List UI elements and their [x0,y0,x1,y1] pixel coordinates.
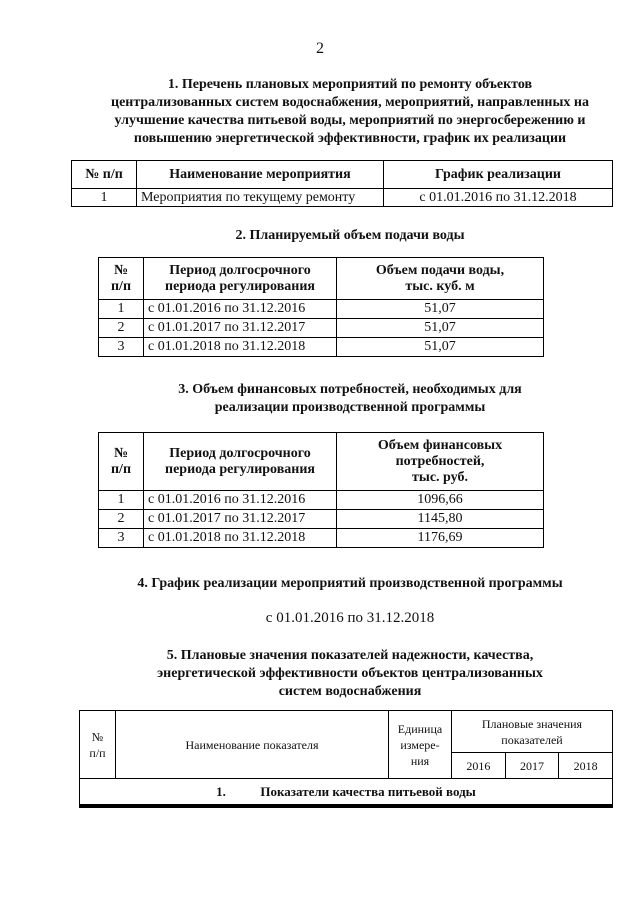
cell-period: с 01.01.2016 по 31.12.2016 [144,300,337,319]
header-num [99,258,144,300]
cell-period: с 01.01.2017 по 31.12.2017 [144,510,337,529]
cell-volume: 51,07 [337,338,544,357]
header-period [144,258,337,300]
header-financial-line: потребностей, [395,453,485,469]
section3-title-line: реализации производственной программы [214,400,486,415]
section3-title-line: 3. Объем финансовых потребностей, необходимых для [178,382,522,397]
table-row [99,510,544,529]
cell-num: 2 [99,510,144,529]
cell-period: с 01.01.2018 по 31.12.2018 [144,338,337,357]
cell-volume: 51,07 [337,319,544,338]
section5-table [79,710,613,805]
cell-period: с 01.01.2017 по 31.12.2017 [144,319,337,338]
header-num: № п/п [72,161,137,189]
header-planned-values [452,711,613,753]
cell-period: с 01.01.2018 по 31.12.2018 [144,529,337,548]
cell-num: 1 [72,189,137,207]
cell-num: 3 [99,338,144,357]
section4-title: 4. График реализации мероприятий производственной программы [137,576,563,591]
header-financial-needs [337,433,544,491]
group-title: Показатели качества питьевой воды [260,783,476,799]
header-period [144,433,337,491]
header-num-line: № [113,262,129,278]
section5-title [60,647,640,701]
cell-num: 2 [99,319,144,338]
header-planned-line: показателей [501,732,563,747]
section3-title [60,381,640,417]
section1-title-line: централизованных систем водоснабжения, мероприятий, направленных на [111,95,589,110]
table-row [99,529,544,548]
header-unit-line: измере- [400,737,440,752]
header-financial-line: тыс. руб. [412,469,468,485]
header-planned-line: Плановые значения [481,716,583,731]
header-period-line: Период долгосрочного [169,262,311,278]
header-unit-line: Единица [397,721,443,736]
header-event-name: Наименование мероприятия [137,161,384,189]
header-schedule: График реализации [384,161,613,189]
header-num-line: № [113,445,129,461]
header-year-2016: 2016 [452,753,506,779]
table-row [99,300,544,319]
section1-title-line: улучшение качества питьевой воды, мероприятий по энергосбережению и [114,113,586,128]
cell-schedule: с 01.01.2016 по 31.12.2018 [384,189,613,207]
cell-amount: 1176,69 [337,529,544,548]
header-num-line: № [91,729,104,744]
header-volume-line: тыс. куб. м [405,278,475,294]
header-num-line: п/п [110,461,132,477]
cell-num: 3 [99,529,144,548]
section2-title: 2. Планируемый объем подачи воды [235,228,465,243]
cell-num: 1 [99,491,144,510]
cell-amount: 1145,80 [337,510,544,529]
header-supply-volume [337,258,544,300]
section5-title-line: 5. Плановые значения показателей надежности, качества, [166,648,534,663]
group-number: 1. [216,783,226,799]
table-row [99,491,544,510]
table-divider [79,805,613,808]
section5-title-line: систем водоснабжения [278,684,422,699]
table-row [99,319,544,338]
header-year-2018: 2018 [559,753,613,779]
header-num [80,711,116,779]
page-number: 2 [316,40,324,57]
header-num-line: п/п [110,278,132,294]
section3-table [98,432,544,548]
table-row [80,779,613,805]
cell-period: с 01.01.2016 по 31.12.2016 [144,491,337,510]
cell-num: 1 [99,300,144,319]
header-unit-line: ния [410,753,430,768]
header-num-line: п/п [89,745,106,760]
cell-volume: 51,07 [337,300,544,319]
header-num [99,433,144,491]
header-period-line: периода регулирования [165,278,315,294]
section1-title-line: повышению энергетической эффективности, график их реализации [133,131,567,146]
section2-table [98,257,544,357]
section1-title [60,76,640,148]
cell-amount: 1096,66 [337,491,544,510]
cell-event-name: Мероприятия по текущему ремонту [137,189,384,207]
group-row [80,779,613,805]
header-year-2017: 2017 [505,753,559,779]
section1-table [71,160,613,207]
section5-title-line: энергетической эффективности объектов централизованных [157,666,543,681]
table-row [72,189,613,207]
header-period-line: периода регулирования [165,461,315,477]
section4-period: с 01.01.2016 по 31.12.2018 [265,610,435,626]
header-volume-line: Объем подачи воды, [375,262,505,278]
header-unit [389,711,452,779]
section1-title-line: 1. Перечень плановых мероприятий по ремонту объектов [167,77,533,92]
header-indicator-name: Наименование показателя [116,711,389,779]
header-period-line: Период долгосрочного [169,445,311,461]
table-row [99,338,544,357]
header-financial-line: Объем финансовых [377,437,503,453]
